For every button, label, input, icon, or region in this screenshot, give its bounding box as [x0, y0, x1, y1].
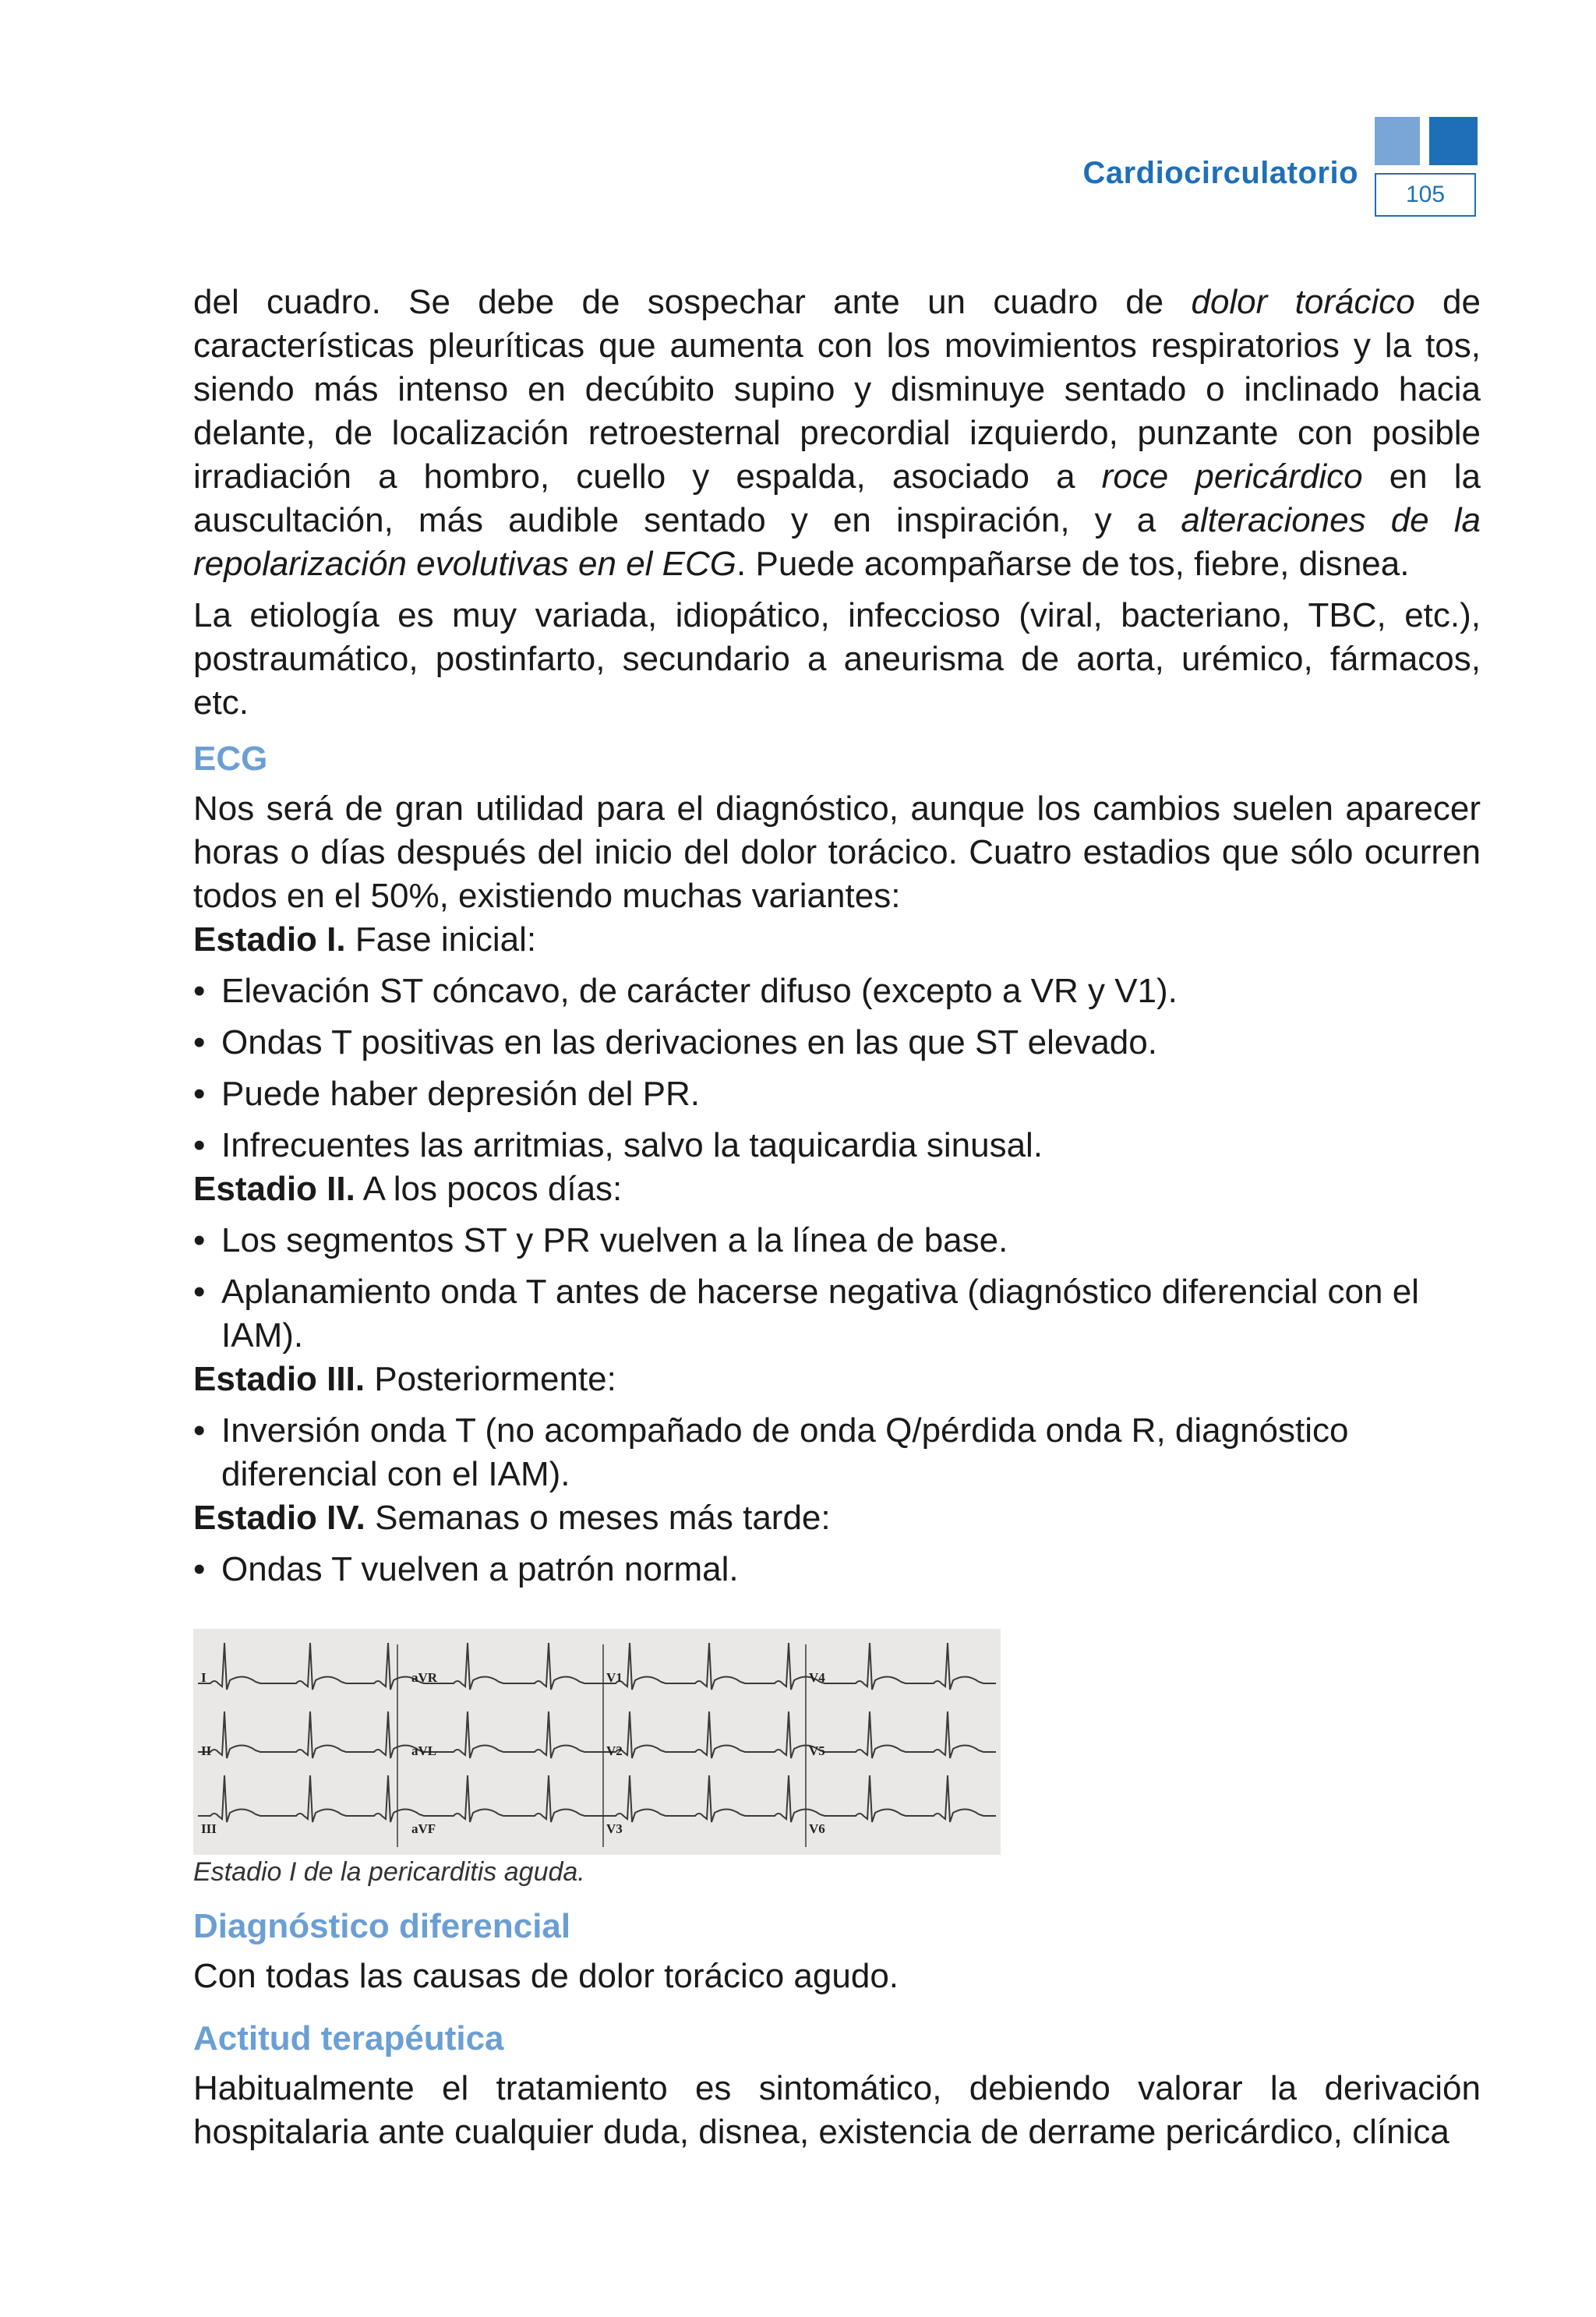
- ecg-row-2: [198, 1711, 996, 1758]
- lead-label: aVR: [411, 1670, 438, 1685]
- list-item: • Aplanamiento onda T antes de hacerse negativa (diagnóstico diferencial con el IAM).: [193, 1270, 1481, 1358]
- list-item: • Ondas T positivas en las derivaciones en las que ST elevado.: [193, 1021, 1481, 1065]
- lead-label: aVF: [411, 1821, 436, 1836]
- lead-label: I: [201, 1670, 207, 1685]
- ecg-heading: ECG: [193, 740, 268, 778]
- lead-label: V3: [606, 1821, 623, 1836]
- ecg-intro: Nos será de gran utilidad para el diagnóstico, aunque los cambios suelen aparecer horas o días después del inicio del dolor torácico. Cuatro estadios que sólo ocurren todos en el 50%, existiendo muchas variantes:: [193, 789, 1481, 915]
- list-item: • Infrecuentes las arritmias, salvo la taquicardia sinusal.: [193, 1124, 1481, 1167]
- stage-1-list: [193, 970, 1481, 1167]
- lead-label: V1: [606, 1670, 623, 1685]
- list-item: • Elevación ST cóncavo, de carácter difuso (excepto a VR y V1).: [193, 970, 1481, 1013]
- page-header: [0, 117, 1596, 226]
- lead-label: V4: [809, 1670, 825, 1685]
- list-item: • Ondas T vuelven a patrón normal.: [193, 1548, 1481, 1591]
- lead-label: II: [201, 1743, 212, 1758]
- accent-square-dark: [1429, 117, 1478, 165]
- stage-3-title: Estadio III. Posteriormente:: [193, 1360, 616, 1398]
- ecg-trace: [193, 1629, 1001, 1855]
- list-item: • Inversión onda T (no acompañado de onda Q/pérdida onda R, diagnóstico diferencial con el IAM).: [193, 1409, 1481, 1496]
- ecg-figure: [193, 1629, 1001, 1855]
- therapy-text: Habitualmente el tratamiento es sintomático, debiendo valorar la derivación hospitalaria ante cualquier duda, disnea, existencia de derrame pericárdico, clínica: [193, 2069, 1481, 2151]
- stage-3-list: [193, 1409, 1481, 1496]
- lead-label: V5: [809, 1743, 825, 1758]
- page-number: 105: [1375, 173, 1476, 217]
- stage-4-title: Estadio IV. Semanas o meses más tarde:: [193, 1499, 831, 1537]
- stage-1-title: Estadio I. Fase inicial:: [193, 920, 537, 959]
- diff-heading: Diagnóstico diferencial: [193, 1907, 571, 1945]
- page-content: [193, 281, 1481, 2154]
- therapy-heading: Actitud terapéutica: [193, 2019, 504, 2057]
- lead-label: V2: [606, 1743, 623, 1758]
- lead-label: V6: [809, 1821, 825, 1836]
- diff-text: Con todas las causas de dolor torácico agudo.: [193, 1957, 899, 1995]
- section-title: Cardiocirculatorio: [1082, 156, 1358, 190]
- lead-label: aVL: [411, 1743, 437, 1758]
- stage-2-title: Estadio II. A los pocos días:: [193, 1170, 623, 1208]
- emphasis-repolarizacion: alteraciones de la repolarización evolutivas en el ECG: [193, 501, 1481, 583]
- etiology-paragraph: La etiología es muy variada, idiopático, infeccioso (viral, bacteriano, TBC, etc.), postraumático, postinfarto, secundario a aneurisma de aorta, urémico, fármacos, etc.: [193, 596, 1481, 722]
- emphasis-dolor: dolor torácico: [1191, 283, 1415, 321]
- ecg-row-3: [198, 1775, 996, 1822]
- lead-label: III: [201, 1821, 217, 1836]
- emphasis-roce: roce pericárdico: [1101, 457, 1363, 496]
- intro-paragraph: del cuadro. Se debe de sospechar ante un cuadro de dolor torácico de características pleuríticas que aumenta con los movimientos respiratorios y la tos, siendo más intenso en decúbito supino y disminuye sentado o inclinado hacia delante, de localización retroesternal precordial izquierdo, punzante con posible irradiación a hombro, cuello y espalda, asociado a roce pericárdico en la auscultación, más audible sentado y en inspiración, y a alteraciones de la repolarización evolutivas en el ECG. Puede acompañarse de tos, fiebre, disnea.: [193, 283, 1481, 583]
- stage-4-list: [193, 1548, 1481, 1591]
- accent-square-light: [1375, 117, 1420, 165]
- list-item: • Los segmentos ST y PR vuelven a la línea de base.: [193, 1219, 1481, 1263]
- stage-2-list: [193, 1219, 1481, 1358]
- figure-caption: Estadio I de la pericarditis aguda.: [193, 1857, 585, 1887]
- list-item: • Puede haber depresión del PR.: [193, 1072, 1481, 1116]
- ecg-row-1: [198, 1643, 996, 1690]
